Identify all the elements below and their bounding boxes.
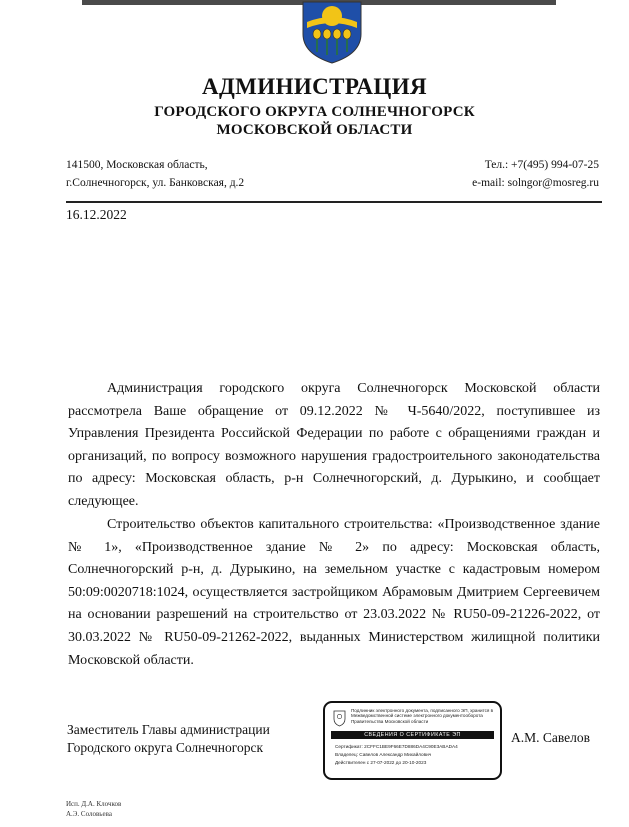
stamp-owner: Владелец: Савелов Александр Михайлович — [335, 752, 432, 757]
organization-title: АДМИНИСТРАЦИЯ — [201, 74, 428, 99]
header-divider — [66, 201, 602, 203]
address-line1: 141500, Московская область, — [66, 159, 208, 171]
stamp-band: СВЕДЕНИЯ О СЕРТИФИКАТЕ ЭП — [331, 731, 494, 739]
contact-info — [472, 156, 599, 192]
electronic-signature-stamp — [323, 701, 502, 780]
signatory-position-line1: Заместитель Главы администрации — [67, 722, 270, 737]
postal-address — [66, 156, 244, 192]
organization-subtitle-line2: МОСКОВСКОЙ ОБЛАСТИ — [216, 122, 413, 138]
coat-of-arms-icon — [297, 0, 367, 64]
signatory-position — [67, 721, 270, 757]
letter-date: 16.12.2022 — [66, 207, 127, 222]
address-line2: г.Солнечногорск, ул. Банковская, д.2 — [66, 177, 245, 189]
signatory-name: А.М. Савелов — [511, 730, 591, 745]
executor-second-name: А.Э. Соловьева — [66, 810, 112, 818]
stamp-notice: Подлинник электронного документа, подписанного ЭП, хранится в Межведомственной системе электронного документооборота Правительства Московской области — [351, 708, 494, 724]
executor-note — [66, 799, 121, 819]
executor-name: Исп. Д.А. Клочков — [66, 800, 122, 808]
phone-number: Тел.: +7(495) 994-07-25 — [484, 159, 599, 171]
stamp-certificate: Сертификат: 2CFFC1BE9F66E7D886DA4C90E3ABADA4 — [335, 744, 458, 749]
email-address: e-mail: solngor@mosreg.ru — [472, 177, 599, 189]
organization-subtitle-line1: ГОРОДСКОГО ОКРУГА СОЛНЕЧНОГОРСК — [154, 104, 475, 120]
stamp-validity: Действителен с 27-07-2022 до 20-10-2023 — [335, 760, 427, 765]
region-crest-icon — [333, 710, 346, 727]
signatory-position-line2: Городского округа Солнечногорск — [67, 740, 264, 755]
body-paragraph-2: Строительство объектов капитального строительства: «Производственное здание № 1», «Производственное здание № 2» по адресу: Московская область, Солнечногорский р-н, д. Дурыкино, на земельном участке с кадастровым номером 50:09:0020718:1024, осуществляется застройщиком Абрамовым Дмитрием Сергеевичем на основании разрешений на строительство от 23.03.2022 № RU50-09-21226-2022, от 30.03.2022 № RU50-09-21262-2022, выданных Министерством жилищной политики Московской области. — [68, 517, 600, 668]
body-paragraph-1: Администрация городского округа Солнечногорск Московской области рассмотрела Ваше обращение от 09.12.2022 № Ч-5640/2022, поступившее из Управления Президента Российской Федерации по работе с обращениями граждан и организаций, по вопросу возможного нарушения градостроительного законодательства по адресу: Московская область, р-н Солнечногорский, д. Дурыкино, и сообщает следующее. — [68, 381, 600, 509]
